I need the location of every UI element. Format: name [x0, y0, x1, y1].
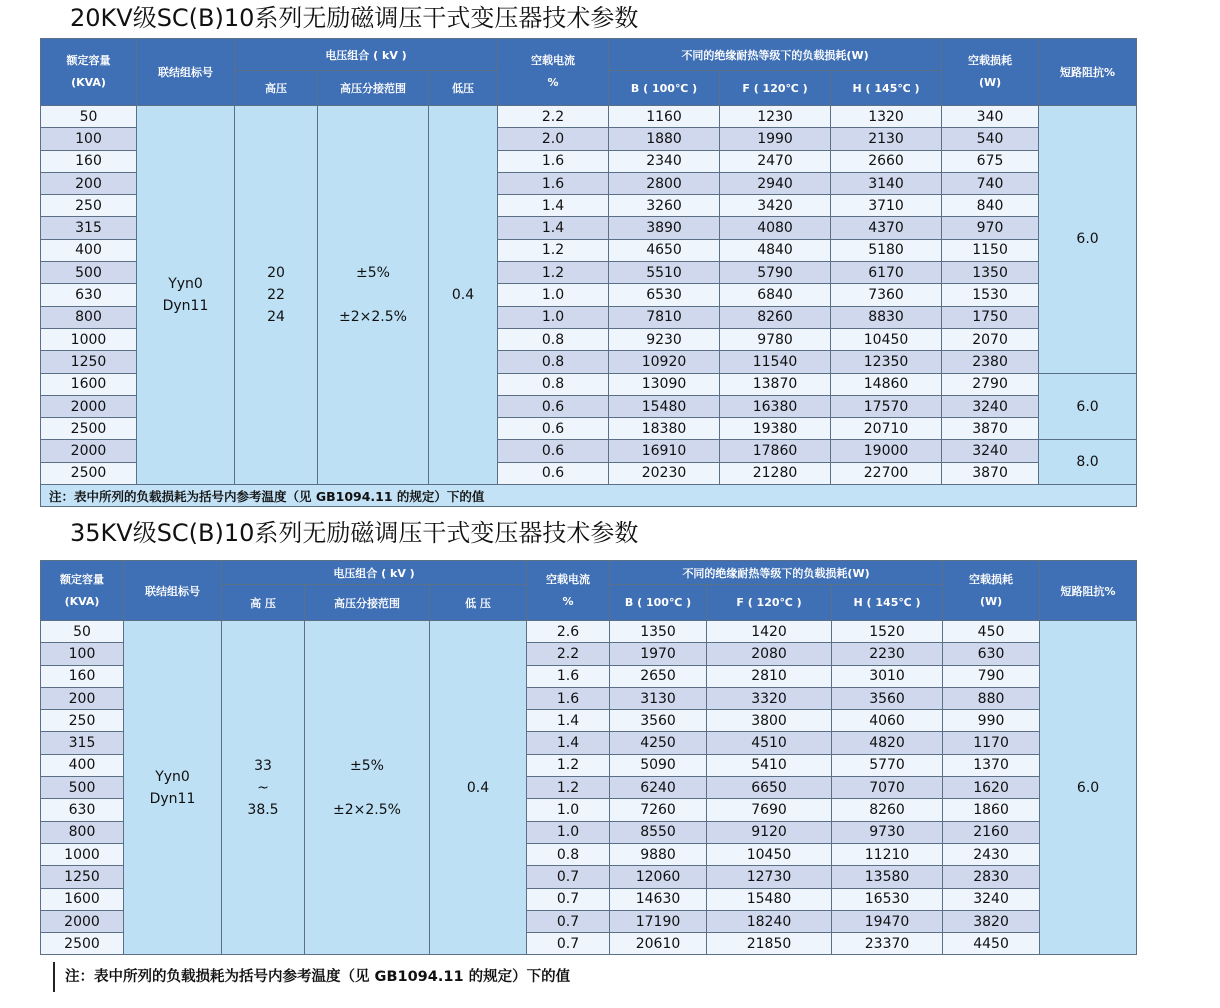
- cell-loss-h: 5180: [831, 239, 942, 261]
- cell-noload-loss: 3870: [942, 418, 1039, 440]
- cell-loss-h: 1520: [832, 621, 943, 643]
- cell-noload-current: 1.2: [498, 239, 609, 261]
- note-row: [41, 485, 1137, 507]
- merged-value: Yyn0: [155, 768, 190, 785]
- cell-capacity: 800: [41, 821, 124, 843]
- header-connection: 联结组标号: [137, 39, 235, 106]
- cell-loss-f: 6650: [707, 777, 832, 799]
- cell-noload-loss: 540: [942, 128, 1039, 150]
- header-noload-loss: 空载损耗 (W): [943, 561, 1040, 621]
- cell-noload-loss: 2380: [942, 351, 1039, 373]
- cell-loss-f: 12730: [707, 866, 832, 888]
- cell-loss-f: 21850: [707, 933, 832, 955]
- cell-loss-h: 12350: [831, 351, 942, 373]
- cell-noload-loss: 3240: [943, 888, 1040, 910]
- table2-note: 注：表中所列的负载损耗为括号内参考温度（见 GB1094.11 的规定）下的值: [53, 962, 570, 992]
- header-noload-current: 空载电流 %: [498, 39, 609, 106]
- cell-loss-b: 20610: [610, 933, 707, 955]
- cell-capacity: 50: [41, 621, 124, 643]
- cell-loss-b: 9230: [609, 328, 720, 350]
- cell-loss-h: 4820: [832, 732, 943, 754]
- merged-value: Yyn0: [168, 276, 203, 293]
- header-f: F ( 120℃ ): [720, 71, 831, 106]
- cell-loss-f: 4510: [707, 732, 832, 754]
- cell-impedance: 8.0: [1039, 440, 1137, 485]
- cell-loss-b: 2650: [610, 665, 707, 687]
- cell-lv: 0.4: [429, 106, 498, 485]
- cell-impedance: 6.0: [1039, 106, 1137, 374]
- cell-loss-h: 17570: [831, 395, 942, 417]
- cell-loss-f: 3800: [707, 710, 832, 732]
- cell-capacity: 500: [41, 262, 137, 284]
- cell-noload-current: 2.2: [498, 106, 609, 128]
- table2-title: 35KV级SC(B)10系列无励磁调压干式变压器技术参数: [70, 519, 639, 547]
- cell-noload-loss: 2070: [942, 328, 1039, 350]
- cell-loss-f: 19380: [720, 418, 831, 440]
- table2: [40, 560, 1137, 955]
- cell-noload-current: 0.6: [498, 395, 609, 417]
- cell-loss-h: 2130: [831, 128, 942, 150]
- cell-loss-b: 3260: [609, 195, 720, 217]
- cell-loss-f: 21280: [720, 462, 831, 484]
- cell-loss-b: 6530: [609, 284, 720, 306]
- cell-loss-b: 2340: [609, 150, 720, 172]
- cell-noload-current: 0.6: [498, 418, 609, 440]
- cell-noload-loss: 2160: [943, 821, 1040, 843]
- cell-capacity: 400: [41, 239, 137, 261]
- cell-connection: [124, 621, 222, 955]
- header-hv: 高 压: [222, 585, 305, 621]
- cell-noload-current: 0.8: [527, 843, 610, 865]
- table-row: [41, 621, 1137, 643]
- cell-noload-loss: 1620: [943, 777, 1040, 799]
- cell-loss-h: 1320: [831, 106, 942, 128]
- cell-loss-b: 1880: [609, 128, 720, 150]
- merged-value: 38.5: [247, 801, 279, 818]
- cell-loss-h: 7070: [832, 777, 943, 799]
- cell-loss-b: 7810: [609, 306, 720, 328]
- cell-noload-current: 1.6: [498, 150, 609, 172]
- header-hv: 高压: [235, 71, 318, 106]
- cell-capacity: 800: [41, 306, 137, 328]
- cell-noload-current: 0.8: [498, 351, 609, 373]
- cell-noload-loss: 1150: [942, 239, 1039, 261]
- cell-capacity: 2500: [41, 933, 124, 955]
- cell-noload-current: 1.0: [498, 306, 609, 328]
- header-tap-range: 高压分接范围: [318, 71, 429, 106]
- cell-noload-current: 1.0: [527, 821, 610, 843]
- cell-capacity: 315: [41, 217, 137, 239]
- cell-loss-f: 15480: [707, 888, 832, 910]
- cell-loss-b: 16910: [609, 440, 720, 462]
- cell-noload-current: 1.6: [527, 687, 610, 709]
- cell-noload-loss: 1750: [942, 306, 1039, 328]
- cell-capacity: 200: [41, 172, 137, 194]
- cell-loss-b: 13090: [609, 373, 720, 395]
- cell-capacity: 100: [41, 643, 124, 665]
- header-noload-current: 空载电流 %: [527, 561, 610, 621]
- cell-capacity: 630: [41, 799, 124, 821]
- table-row: [41, 106, 1137, 128]
- header-impedance: 短路阻抗%: [1040, 561, 1137, 621]
- cell-noload-current: 1.6: [498, 172, 609, 194]
- cell-noload-loss: 1860: [943, 799, 1040, 821]
- cell-loss-h: 3010: [832, 665, 943, 687]
- cell-loss-b: 20230: [609, 462, 720, 484]
- cell-loss-b: 8550: [610, 821, 707, 843]
- cell-impedance: 6.0: [1040, 621, 1137, 955]
- cell-noload-loss: 840: [942, 195, 1039, 217]
- table1-note: 注：表中所列的负载损耗为括号内参考温度（见 GB1094.11 的规定）下的值: [41, 485, 1137, 507]
- cell-loss-f: 17860: [720, 440, 831, 462]
- cell-capacity: 500: [41, 777, 124, 799]
- cell-noload-current: 1.6: [527, 665, 610, 687]
- table1: [40, 38, 1137, 507]
- cell-loss-h: 9730: [832, 821, 943, 843]
- cell-loss-f: 4840: [720, 239, 831, 261]
- header-connection: 联结组标号: [124, 561, 222, 621]
- cell-noload-loss: 340: [942, 106, 1039, 128]
- cell-loss-h: 20710: [831, 418, 942, 440]
- cell-loss-b: 5510: [609, 262, 720, 284]
- cell-noload-loss: 1370: [943, 754, 1040, 776]
- cell-loss-h: 2660: [831, 150, 942, 172]
- cell-loss-b: 4250: [610, 732, 707, 754]
- table1-title: 20KV级SC(B)10系列无励磁调压干式变压器技术参数: [70, 4, 639, 32]
- cell-loss-f: 18240: [707, 910, 832, 932]
- cell-capacity: 2500: [41, 418, 137, 440]
- cell-noload-current: 1.2: [498, 262, 609, 284]
- cell-loss-h: 7360: [831, 284, 942, 306]
- cell-loss-f: 2940: [720, 172, 831, 194]
- cell-noload-loss: 2430: [943, 843, 1040, 865]
- cell-noload-loss: 630: [943, 643, 1040, 665]
- cell-loss-b: 6240: [610, 777, 707, 799]
- cell-loss-b: 1970: [610, 643, 707, 665]
- cell-loss-f: 13870: [720, 373, 831, 395]
- cell-loss-b: 14630: [610, 888, 707, 910]
- header-f: F ( 120℃ ): [707, 585, 832, 621]
- cell-loss-b: 3560: [610, 710, 707, 732]
- cell-loss-f: 3320: [707, 687, 832, 709]
- cell-capacity: 2000: [41, 910, 124, 932]
- cell-impedance: 6.0: [1039, 373, 1137, 440]
- cell-loss-h: 2230: [832, 643, 943, 665]
- cell-loss-f: 1990: [720, 128, 831, 150]
- cell-lv: 0.4: [430, 621, 527, 955]
- cell-loss-f: 9120: [707, 821, 832, 843]
- cell-loss-b: 7260: [610, 799, 707, 821]
- cell-loss-h: 10450: [831, 328, 942, 350]
- cell-loss-f: 7690: [707, 799, 832, 821]
- cell-hv: [235, 106, 318, 485]
- merged-value: ~: [257, 779, 269, 796]
- cell-capacity: 160: [41, 150, 137, 172]
- cell-capacity: 100: [41, 128, 137, 150]
- merged-value: 22: [267, 287, 285, 304]
- cell-loss-b: 3130: [610, 687, 707, 709]
- cell-noload-current: 1.4: [498, 217, 609, 239]
- cell-loss-h: 3560: [832, 687, 943, 709]
- cell-loss-b: 5090: [610, 754, 707, 776]
- cell-loss-f: 1230: [720, 106, 831, 128]
- cell-loss-h: 16530: [832, 888, 943, 910]
- cell-tap-range: [305, 621, 430, 955]
- cell-noload-current: 0.8: [498, 373, 609, 395]
- cell-capacity: 1000: [41, 328, 137, 350]
- cell-capacity: 50: [41, 106, 137, 128]
- cell-loss-f: 11540: [720, 351, 831, 373]
- merged-value: ±5%: [350, 757, 384, 774]
- header-lv: 低 压: [430, 585, 527, 621]
- cell-noload-current: 2.0: [498, 128, 609, 150]
- cell-noload-current: 0.6: [498, 462, 609, 484]
- cell-noload-current: 0.7: [527, 933, 610, 955]
- header-lv: 低压: [429, 71, 498, 106]
- merged-value: Dyn11: [162, 298, 209, 315]
- merged-value: ±5%: [356, 265, 390, 282]
- cell-capacity: 1250: [41, 866, 124, 888]
- merged-value: ±2×2.5%: [333, 801, 401, 818]
- cell-noload-current: 1.4: [498, 195, 609, 217]
- cell-capacity: 1600: [41, 888, 124, 910]
- cell-loss-h: 8830: [831, 306, 942, 328]
- header-tap-range: 高压分接范围: [305, 585, 430, 621]
- cell-loss-h: 11210: [832, 843, 943, 865]
- header-voltage-group: 电压组合 ( kV ): [235, 39, 498, 71]
- cell-capacity: 2500: [41, 462, 137, 484]
- cell-noload-loss: 3240: [942, 395, 1039, 417]
- cell-noload-current: 0.7: [527, 888, 610, 910]
- cell-loss-b: 18380: [609, 418, 720, 440]
- cell-tap-range: [318, 106, 429, 485]
- cell-noload-loss: 1350: [942, 262, 1039, 284]
- header-b: B ( 100℃ ): [609, 71, 720, 106]
- cell-loss-b: 3890: [609, 217, 720, 239]
- cell-loss-b: 17190: [610, 910, 707, 932]
- cell-capacity: 200: [41, 687, 124, 709]
- header-b: B ( 100℃ ): [610, 585, 707, 621]
- header-load-loss-group: 不同的绝缘耐热等级下的负载损耗(W): [610, 561, 943, 585]
- cell-capacity: 315: [41, 732, 124, 754]
- cell-loss-h: 19470: [832, 910, 943, 932]
- cell-noload-loss: 970: [942, 217, 1039, 239]
- cell-noload-current: 0.6: [498, 440, 609, 462]
- cell-noload-loss: 450: [943, 621, 1040, 643]
- merged-value: Dyn11: [149, 790, 196, 807]
- cell-loss-b: 10920: [609, 351, 720, 373]
- cell-loss-f: 3420: [720, 195, 831, 217]
- header-noload-loss: 空载损耗 (W): [942, 39, 1039, 106]
- cell-noload-loss: 2830: [943, 866, 1040, 888]
- cell-loss-b: 1160: [609, 106, 720, 128]
- cell-noload-loss: 880: [943, 687, 1040, 709]
- cell-loss-f: 16380: [720, 395, 831, 417]
- cell-loss-f: 4080: [720, 217, 831, 239]
- cell-noload-current: 1.2: [527, 777, 610, 799]
- cell-capacity: 2000: [41, 395, 137, 417]
- cell-noload-loss: 3240: [942, 440, 1039, 462]
- cell-noload-current: 1.0: [498, 284, 609, 306]
- cell-noload-loss: 790: [943, 665, 1040, 687]
- cell-capacity: 160: [41, 665, 124, 687]
- cell-capacity: 1600: [41, 373, 137, 395]
- cell-noload-current: 1.0: [527, 799, 610, 821]
- cell-loss-b: 9880: [610, 843, 707, 865]
- cell-loss-h: 8260: [832, 799, 943, 821]
- cell-loss-f: 1420: [707, 621, 832, 643]
- cell-noload-loss: 3820: [943, 910, 1040, 932]
- cell-loss-f: 6840: [720, 284, 831, 306]
- cell-loss-f: 5790: [720, 262, 831, 284]
- header-h: H ( 145℃ ): [831, 71, 942, 106]
- cell-loss-h: 6170: [831, 262, 942, 284]
- merged-value: 20: [267, 265, 285, 282]
- cell-connection: [137, 106, 235, 485]
- cell-loss-f: 5410: [707, 754, 832, 776]
- cell-loss-b: 1350: [610, 621, 707, 643]
- header-h: H ( 145℃ ): [832, 585, 943, 621]
- cell-noload-loss: 740: [942, 172, 1039, 194]
- cell-loss-h: 4370: [831, 217, 942, 239]
- header-impedance: 短路阻抗%: [1039, 39, 1137, 106]
- cell-noload-loss: 1530: [942, 284, 1039, 306]
- header-load-loss-group: 不同的绝缘耐热等级下的负载损耗(W): [609, 39, 942, 71]
- cell-noload-current: 2.2: [527, 643, 610, 665]
- cell-noload-current: 0.8: [498, 328, 609, 350]
- cell-noload-loss: 2790: [942, 373, 1039, 395]
- cell-capacity: 1000: [41, 843, 124, 865]
- merged-value: ±2×2.5%: [339, 309, 407, 326]
- cell-noload-current: 1.4: [527, 710, 610, 732]
- cell-capacity: 630: [41, 284, 137, 306]
- cell-loss-h: 3140: [831, 172, 942, 194]
- cell-noload-current: 0.7: [527, 910, 610, 932]
- cell-capacity: 250: [41, 195, 137, 217]
- cell-loss-h: 3710: [831, 195, 942, 217]
- header-capacity: 额定容量 (KVA): [41, 39, 137, 106]
- cell-loss-h: 5770: [832, 754, 943, 776]
- cell-noload-current: 1.4: [527, 732, 610, 754]
- cell-noload-current: 1.2: [527, 754, 610, 776]
- cell-noload-loss: 990: [943, 710, 1040, 732]
- cell-noload-current: 2.6: [527, 621, 610, 643]
- cell-hv: [222, 621, 305, 955]
- header-voltage-group: 电压组合 ( kV ): [222, 561, 527, 585]
- cell-loss-f: 10450: [707, 843, 832, 865]
- cell-noload-loss: 675: [942, 150, 1039, 172]
- cell-loss-h: 4060: [832, 710, 943, 732]
- cell-capacity: 250: [41, 710, 124, 732]
- cell-noload-current: 0.7: [527, 866, 610, 888]
- cell-capacity: 1250: [41, 351, 137, 373]
- cell-noload-loss: 3870: [942, 462, 1039, 484]
- cell-loss-h: 14860: [831, 373, 942, 395]
- cell-noload-loss: 4450: [943, 933, 1040, 955]
- cell-noload-loss: 1170: [943, 732, 1040, 754]
- merged-value: 24: [267, 309, 285, 326]
- cell-loss-f: 9780: [720, 328, 831, 350]
- cell-loss-h: 13580: [832, 866, 943, 888]
- cell-capacity: 400: [41, 754, 124, 776]
- cell-loss-f: 2810: [707, 665, 832, 687]
- cell-capacity: 2000: [41, 440, 137, 462]
- cell-loss-h: 22700: [831, 462, 942, 484]
- merged-value: 33: [254, 757, 272, 774]
- cell-loss-h: 19000: [831, 440, 942, 462]
- cell-loss-f: 2470: [720, 150, 831, 172]
- header-capacity: 额定容量 (KVA): [41, 561, 124, 621]
- cell-loss-f: 8260: [720, 306, 831, 328]
- cell-loss-h: 23370: [832, 933, 943, 955]
- cell-loss-b: 2800: [609, 172, 720, 194]
- cell-loss-b: 12060: [610, 866, 707, 888]
- cell-loss-f: 2080: [707, 643, 832, 665]
- cell-loss-b: 15480: [609, 395, 720, 417]
- cell-loss-b: 4650: [609, 239, 720, 261]
